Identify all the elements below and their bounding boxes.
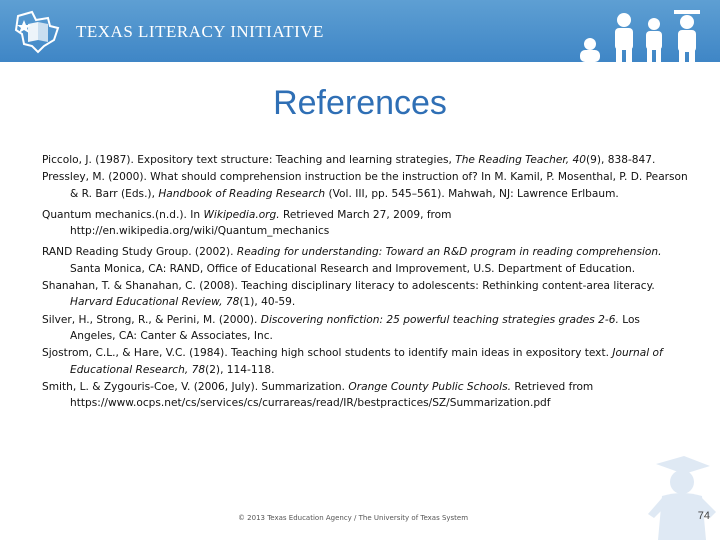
children-silhouettes-icon xyxy=(572,6,720,62)
reference-text: RAND Reading Study Group. (2002). xyxy=(42,246,237,259)
reference-text: Quantum mechanics.(n.d.). In xyxy=(42,208,204,221)
reference-text: Santa Monica, CA: RAND, Office of Educational Research and Improvement, U.S. Department of Education. xyxy=(70,262,636,275)
reference-italic-text: Orange County Public Schools. xyxy=(348,380,511,393)
reference-item xyxy=(42,244,688,277)
reference-italic-text: Journal of Educational Research, 78 xyxy=(70,347,663,376)
page-number: 74 xyxy=(697,510,710,522)
header-bar xyxy=(0,0,720,62)
texas-book-logo-icon xyxy=(14,10,62,54)
reference-text: Piccolo, J. (1987). Expository text structure: Teaching and learning strategies, xyxy=(42,154,456,166)
brand-name: TEXAS LITERACY INITIATIVE xyxy=(76,22,324,41)
reference-text: (9), 838-847. xyxy=(586,154,656,166)
page-title: References xyxy=(273,84,447,122)
reference-item xyxy=(42,207,688,240)
reference-text: Retrieved from https://www.ocps.net/cs/services/cs/currareas/read/IR/bestpractices/SZ/Summarization.pdf xyxy=(70,380,594,410)
reference-list xyxy=(42,152,688,412)
reference-text: Smith, L. & Zygouris-Coe, V. (2006, July). Summarization. xyxy=(42,380,349,393)
reference-text: Sjostrom, C.L., & Hare, V.C. (1984). Teaching high school students to identify main ideas in expository text. xyxy=(42,347,613,360)
copyright-text: © 2013 Texas Education Agency / The University of Texas System xyxy=(237,514,469,522)
reference-text: Retrieved March 27, 2009, from http://en.wikipedia.org/wiki/Quantum_mechanics xyxy=(70,208,452,238)
reference-item xyxy=(42,312,688,345)
reference-text: Silver, H., Strong, R., & Perini, M. (2000). xyxy=(42,313,261,326)
footer-copyright xyxy=(0,514,720,522)
reference-item xyxy=(42,345,688,378)
reference-italic-text: Wikipedia.org. xyxy=(203,208,280,221)
reference-italic-text: Handbook of Reading Research xyxy=(158,187,326,200)
reference-text: (2), 114-118. xyxy=(205,363,275,376)
reference-italic-text: Discovering nonfiction: 25 powerful teaching strategies grades 2-6. xyxy=(260,313,619,326)
reference-item xyxy=(42,169,688,202)
reference-italic-text: Reading for understanding: Toward an R&D program in reading comprehension. xyxy=(236,246,662,259)
reference-text: (1), 40-59. xyxy=(239,296,296,309)
reference-text: Shanahan, T. & Shanahan, C. (2008). Teaching disciplinary literacy to adolescents: Rethinking content-area literacy. xyxy=(42,280,655,293)
graduate-silhouette-icon xyxy=(644,454,718,540)
reference-italic-text: The Reading Teacher, 40 xyxy=(455,154,586,166)
reference-item xyxy=(42,152,688,168)
reference-italic-text: Harvard Educational Review, 78 xyxy=(70,296,240,309)
reference-text: (Vol. III, pp. 545–561). Mahwah, NJ: Lawrence Erlbaum. xyxy=(325,187,619,200)
reference-text: Pressley, M. (2000). What should comprehension instruction be the instruction of? In M. Kamil, P. Mosenthal, P. D. Pearson & R. Barr (Eds.), xyxy=(42,171,688,200)
reference-item xyxy=(42,278,688,311)
reference-item xyxy=(42,379,688,412)
reference-text: Los Angeles, CA: Canter & Associates, Inc. xyxy=(70,313,640,342)
